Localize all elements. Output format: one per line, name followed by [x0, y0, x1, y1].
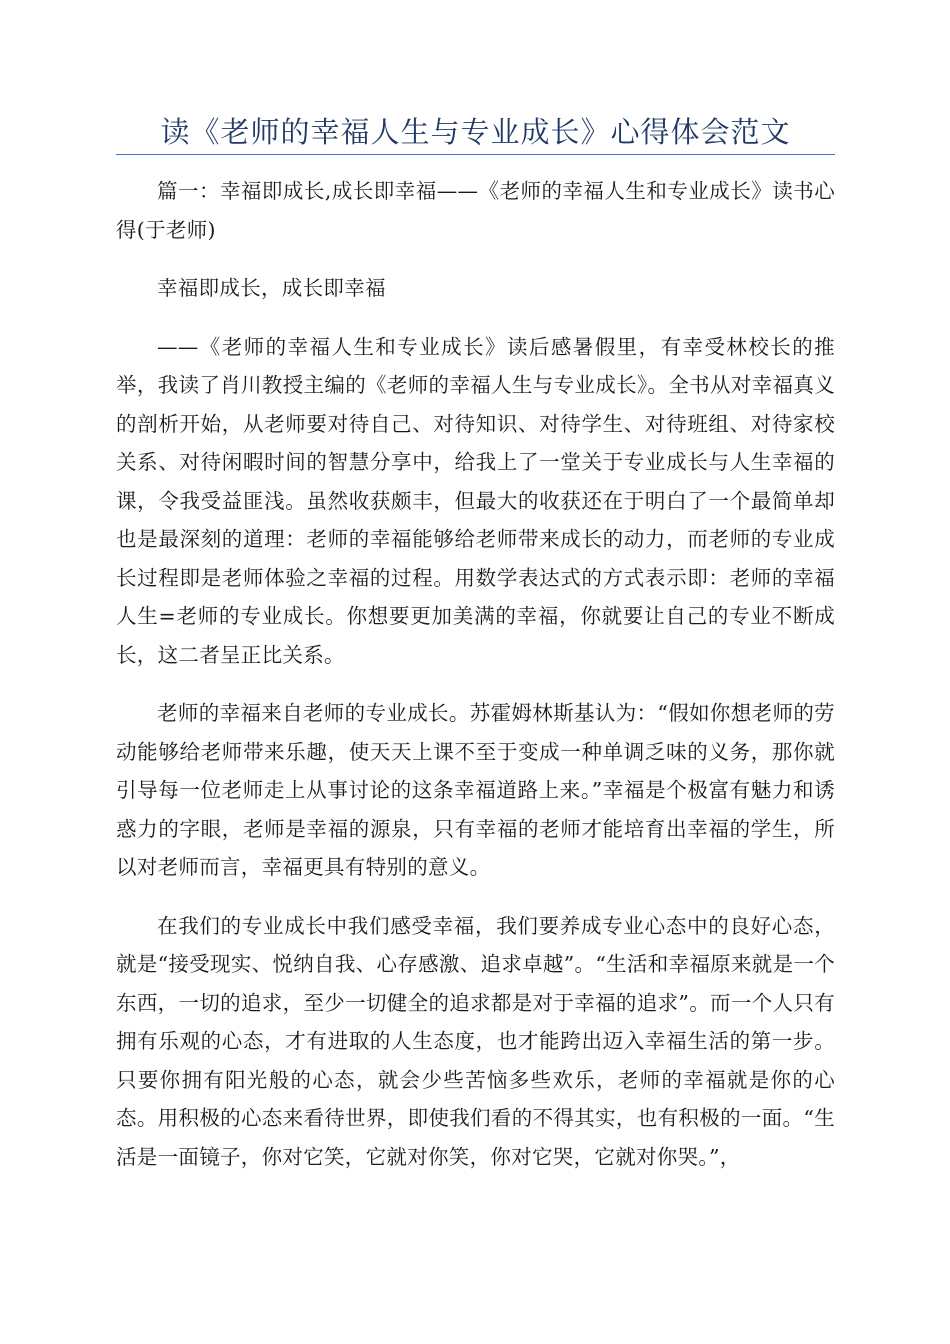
title-underline — [116, 154, 835, 155]
paragraph-section-heading: 篇一：幸福即成长,成长即幸福——《老师的幸福人生和专业成长》读书心得(于老师) — [116, 179, 835, 242]
document-title: 读《老师的幸福人生与专业成长》心得体会范文 — [160, 115, 791, 149]
paragraph-intro: ——《老师的幸福人生和专业成长》读后感暑假里，有幸受林校长的推举，我读了肖川教授主编的《老师的幸福人生与专业成长》。全书从对幸福真义的剖析开始，从老师要对待自己、对待知识、对待学生、对待班组、对待家校关系、对待闲暇时间的智慧分享中，给我上了一堂关于专业成长与人生幸福的课，令我受益匪浅。虽然收获颇丰，但最大的收获还在于明白了一个最简单却也是最深刻的道理：老师的幸福能够给老师带来成长的动力，而老师的专业成长过程即是老师体验之幸福的过程。用数学表达式的方式表示即：老师的幸福人生=老师的专业成长。你想要更加美满的幸福，你就要让自己的专业不断成长，这二者呈正比关系。 — [116, 334, 835, 667]
paragraph-mindset: 在我们的专业成长中我们感受幸福，我们要养成专业心态中的良好心态，就是“接受现实、悦纳自我、心存感激、追求卓越”。“生活和幸福原来就是一个东西，一切的追求，至少一切健全的追求都是对于幸福的追求”。而一个人只有拥有乐观的心态，才有进取的人生态度，也才能跨出迈入幸福生活的第一步。只要你拥有阳光般的心态，就会少些苦恼多些欢乐，老师的幸福就是你的心态。用积极的心态来看待世界，即使我们看的不得其实，也有积极的一面。“生活是一面镜子，你对它笑，它就对你笑，你对它哭，它就对你哭。”， — [116, 913, 835, 1169]
document-body — [116, 172, 835, 1196]
paragraph-growth: 老师的幸福来自老师的专业成长。苏霍姆林斯基认为：“假如你想老师的劳动能够给老师带来乐趣，使天天上课不至于变成一种单调乏味的义务，那你就引导每一位老师走上从事讨论的这条幸福道路上来。”幸福是个极富有魅力和诱惑力的字眼，老师是幸福的源泉，只有幸福的老师才能培育出幸福的学生，所以对老师而言，幸福更具有特别的意义。 — [116, 701, 835, 879]
paragraph-subtitle: 幸福即成长，成长即幸福 — [157, 276, 386, 300]
